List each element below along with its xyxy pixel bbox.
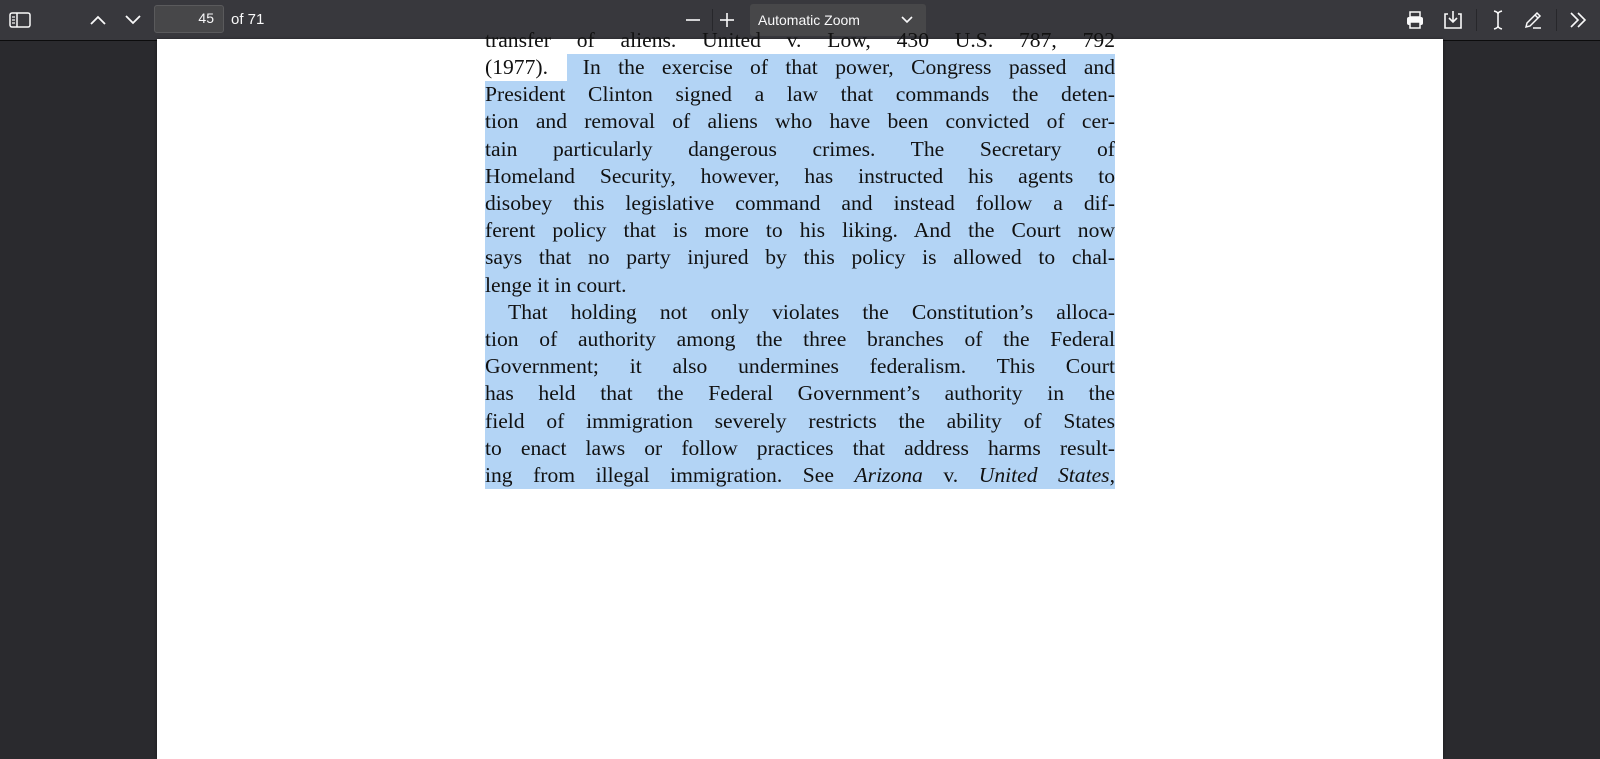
text-line: field of immigration severely restricts the ability of States xyxy=(485,408,1115,433)
text-cursor-icon xyxy=(1490,9,1506,31)
double-chevron-right-icon xyxy=(1568,11,1588,29)
page-count-label: of 71 xyxy=(231,11,265,28)
chevron-down-icon xyxy=(124,14,142,26)
print-icon xyxy=(1405,10,1425,30)
zoom-select-value: Automatic Zoom xyxy=(758,12,860,28)
text-line: tion of authority among the three branches of the Federal xyxy=(485,327,1115,351)
text-line: to enact laws or follow practices that address harms result- xyxy=(485,435,1115,460)
text-line: (1977). In the exercise of that power, Congress passed and xyxy=(485,55,1115,79)
text-line: disobey this legislative command and instead follow a dif- xyxy=(485,191,1115,215)
text-line: says that no party injured by this policy is allowed to chal- xyxy=(485,245,1115,270)
sidebar-toggle-icon xyxy=(9,12,31,28)
text-line: Government; it also undermines federalism. This Court xyxy=(485,354,1115,379)
text-line: ing from illegal immigration. See Arizona v. United States, xyxy=(485,463,1115,487)
previous-page-button[interactable] xyxy=(86,6,110,34)
toolbar-divider xyxy=(1476,9,1477,31)
page-number-input[interactable] xyxy=(154,5,224,33)
text-line: President Clinton signed a law that commands the deten- xyxy=(485,82,1115,107)
text-select-button[interactable] xyxy=(1486,6,1510,34)
text-line: tion and removal of aliens who have been convicted of cer- xyxy=(485,109,1115,134)
sidebar-toggle-button[interactable] xyxy=(8,6,32,34)
next-page-button[interactable] xyxy=(121,6,145,34)
text-line: Homeland Security, however, has instructed his agents to xyxy=(485,163,1115,188)
tools-button[interactable] xyxy=(1566,6,1590,34)
toolbar-divider xyxy=(1556,9,1557,31)
pen-icon xyxy=(1523,10,1543,30)
document-viewer[interactable] xyxy=(0,27,1600,749)
case-name: Arizona xyxy=(854,463,923,487)
download-icon xyxy=(1442,10,1464,30)
download-button[interactable] xyxy=(1441,6,1465,34)
text-line: That holding not only violates the Constitution’s alloca- xyxy=(508,299,1115,324)
pdf-page xyxy=(157,27,1443,759)
text-line: lenge it in court. xyxy=(485,272,627,297)
text-line: has held that the Federal Government’s authority in the xyxy=(485,381,1115,406)
draw-button[interactable] xyxy=(1521,6,1545,34)
print-button[interactable] xyxy=(1403,6,1427,34)
text-line: tain particularly dangerous crimes. The Secretary of xyxy=(485,136,1115,161)
text-line: ferent policy that is more to his liking. And the Court now xyxy=(485,218,1115,243)
chevron-up-icon xyxy=(89,14,107,26)
cutoff-text-line: transfer of aliens. United v. Low, 430 U.S. 787, 792 xyxy=(485,27,1115,52)
case-name: United States xyxy=(978,463,1110,487)
